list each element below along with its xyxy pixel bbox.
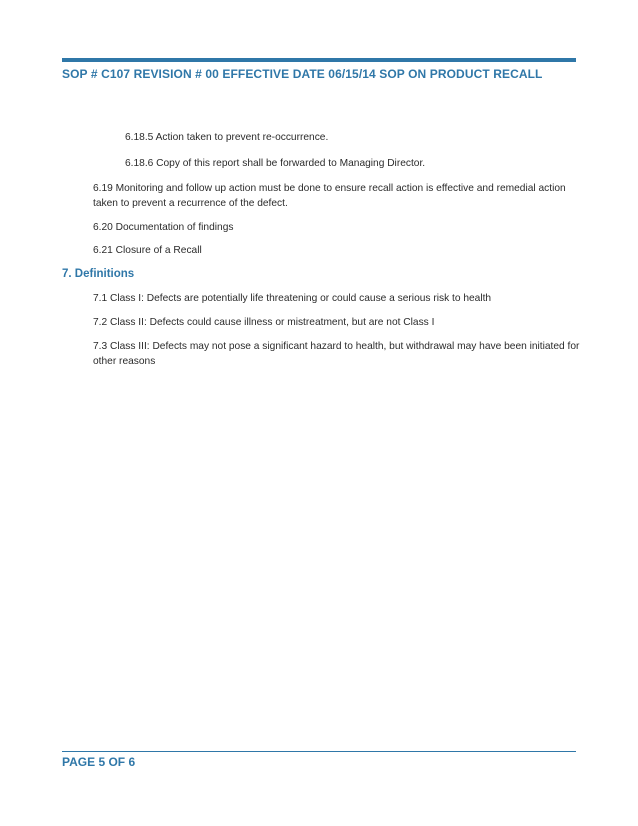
item-6-18-6: 6.18.6 Copy of this report shall be forwarded to Managing Director. — [125, 158, 426, 169]
item-6-18-5: 6.18.5 Action taken to prevent re-occurrence. — [125, 132, 329, 143]
page-number: PAGE 5 OF 6 — [62, 755, 136, 769]
item-7-2: 7.2 Class II: Defects could cause illness or mistreatment, but are not Class I — [93, 317, 435, 328]
item-7-1: 7.1 Class I: Defects are potentially life threatening or could cause a serious risk to health — [93, 293, 492, 304]
item-7-3-line-2: other reasons — [93, 356, 156, 367]
section-7-heading: 7. Definitions — [62, 268, 135, 280]
item-6-19-line-1: 6.19 Monitoring and follow up action must be done to ensure recall action is effective and remedial action — [93, 183, 566, 194]
item-7-3-line-1: 7.3 Class III: Defects may not pose a significant hazard to health, but withdrawal may have been initiated for — [93, 341, 580, 352]
document-header-title: SOP # C107 REVISION # 00 EFFECTIVE DATE 06/15/14 SOP ON PRODUCT RECALL — [62, 67, 543, 81]
header-rule — [62, 58, 576, 62]
item-6-19-line-2: taken to prevent a recurrence of the defect. — [93, 198, 288, 209]
item-6-20: 6.20 Documentation of findings — [93, 222, 234, 233]
item-6-21: 6.21 Closure of a Recall — [93, 245, 202, 256]
footer-rule — [62, 751, 576, 752]
